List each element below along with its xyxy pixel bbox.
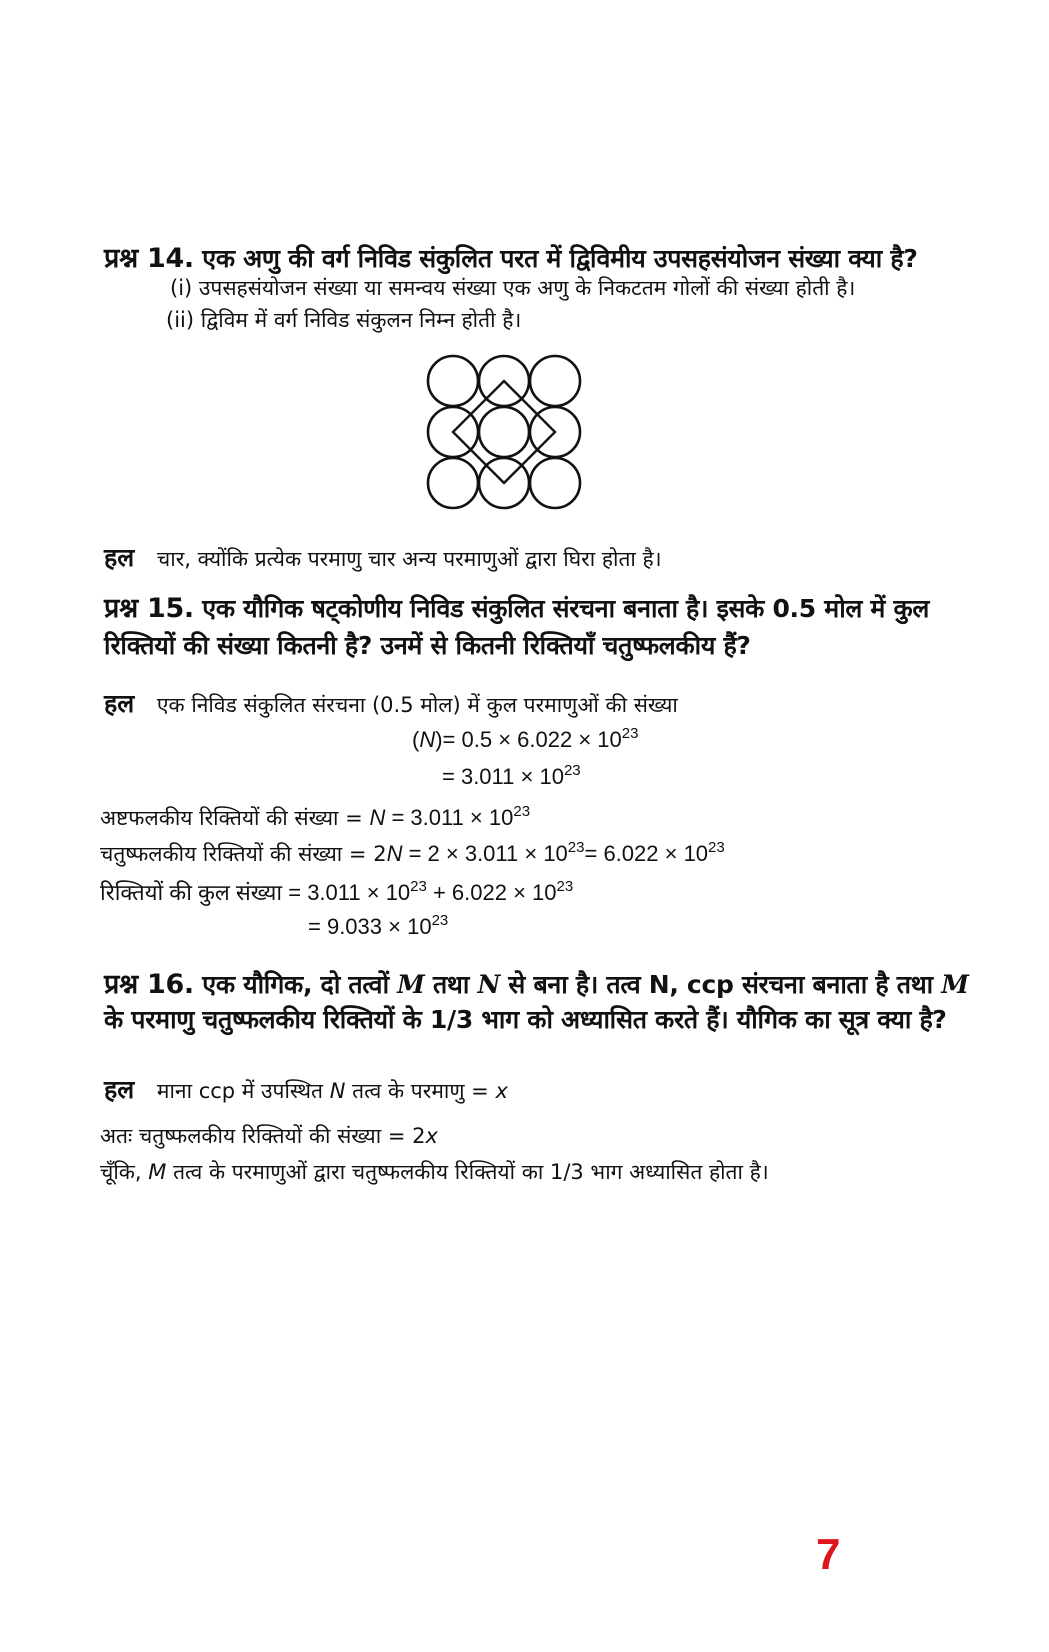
q16-answer-line-1	[104, 1072, 508, 1106]
question-text: रिक्तियों की संख्या कितनी है? उनमें से कितनी रिक्तियाँ चतुष्फलकीय हैं?	[104, 631, 751, 660]
total-label: रिक्तियों की कुल संख्या = 3.011 × 10	[100, 880, 411, 905]
question-text: एक यौगिक षट्कोणीय निविड संकुलित संरचना बनाता है। इसके 0.5 मोल में कुल	[202, 594, 930, 623]
octa-label: अष्टफलकीय रिक्तियों की संख्या =	[100, 806, 370, 830]
page-number: 7	[816, 1530, 841, 1579]
question-16-label: प्रश्न 16.	[104, 969, 194, 1000]
octa-value: = 3.011 × 10	[385, 805, 514, 830]
q14-point-2	[166, 306, 521, 334]
answer-label: हल	[104, 689, 135, 718]
var-m: M	[397, 970, 425, 999]
answer-text: अतः चतुष्फलकीय रिक्तियों की संख्या = 2	[100, 1124, 426, 1148]
question-14	[104, 238, 918, 275]
var-n: N	[477, 970, 501, 999]
tetrahedral-voids	[100, 840, 725, 868]
equation-text: = 0.5 × 6.022 × 10	[442, 727, 622, 752]
question-text: तथा	[424, 970, 478, 999]
var-x: x	[495, 1079, 508, 1103]
var-m: M	[148, 1160, 167, 1184]
question-text: के परमाणु चतुष्फलकीय रिक्तियों के 1/3 भाग को अध्यासित करते हैं। यौगिक का सूत्र क्या है?	[104, 1005, 947, 1034]
q16-answer-line-2	[100, 1122, 438, 1150]
question-14-label: प्रश्न 14.	[104, 243, 194, 274]
total-voids-result	[308, 914, 448, 940]
var-x: x	[425, 1124, 438, 1148]
question-16-line-1	[104, 964, 969, 1001]
square-packing-diagram	[420, 350, 590, 520]
var-n: N	[386, 841, 403, 866]
point-number: (ii)	[166, 308, 195, 332]
tetra-value: = 2 × 3.011 × 10	[402, 841, 568, 866]
question-15-line-1	[104, 588, 929, 625]
exponent: 23	[708, 839, 725, 856]
exponent: 23	[621, 725, 639, 742]
tetra-result: = 6.022 × 10	[584, 841, 709, 866]
question-14-text: एक अणु की वर्ग निविड संकुलित परत में द्विविमीय उपसहसंयोजन संख्या क्या है?	[202, 244, 918, 273]
total-result: = 9.033 × 10	[308, 914, 432, 939]
tetra-label: चतुष्फलकीय रिक्तियों की संख्या = 2	[100, 842, 387, 866]
question-text: एक यौगिक, दो तत्वों	[202, 970, 398, 999]
point-text: द्विविम में वर्ग निविड संकुलन निम्न होती है।	[200, 308, 522, 332]
point-text: उपसहसंयोजन संख्या या समन्वय संख्या एक अणु के निकटतम गोलों की संख्या होती है।	[198, 276, 856, 300]
var-n: N	[419, 727, 436, 752]
q14-point-1	[170, 274, 855, 302]
var-m: M	[941, 970, 969, 999]
answer-label: हल	[104, 1075, 135, 1104]
exponent: 23	[513, 803, 531, 820]
total-add: + 6.022 × 10	[426, 880, 557, 905]
answer-text: एक निविड संकुलित संरचना (0.5 मोल) में कुल परमाणुओं की संख्या	[156, 693, 678, 717]
exponent: 23	[563, 762, 581, 779]
q14-answer	[104, 540, 662, 574]
q15-answer-intro	[104, 686, 678, 720]
question-text: से बना है। तत्व N, ccp संरचना बनाता है तथा	[500, 970, 942, 999]
answer-text: तत्व के परमाणु =	[345, 1079, 496, 1103]
equation-text: = 3.011 × 10	[442, 764, 564, 789]
answer-text: चूँकि,	[100, 1160, 149, 1184]
equation-n-result	[442, 764, 581, 790]
answer-label: हल	[104, 543, 135, 572]
var-n: N	[329, 1079, 346, 1103]
question-16-line-2	[104, 1002, 947, 1036]
equation-n: $(N)= 0.5 \times 6.022 \times 10^{23}$	[412, 725, 639, 752]
exponent: 23	[556, 878, 574, 895]
answer-text: चार, क्योंकि प्रत्येक परमाणु चार अन्य परमाणुओं द्वारा घिरा होता है।	[156, 547, 662, 571]
exponent: 23	[567, 839, 585, 856]
question-15-line-2	[104, 628, 751, 662]
total-voids	[100, 877, 573, 907]
q16-answer-line-3	[100, 1158, 769, 1186]
octahedral-voids	[100, 804, 530, 832]
answer-text: माना ccp में उपस्थित	[156, 1079, 330, 1103]
question-15-label: प्रश्न 15.	[104, 593, 194, 624]
point-number: (i)	[170, 276, 193, 300]
exponent: 23	[431, 912, 449, 929]
var-n: N	[369, 805, 386, 830]
exponent: 23	[410, 878, 427, 895]
answer-text: तत्व के परमाणुओं द्वारा चतुष्फलकीय रिक्तियों का 1/3 भाग अध्यासित होता है।	[166, 1160, 769, 1184]
